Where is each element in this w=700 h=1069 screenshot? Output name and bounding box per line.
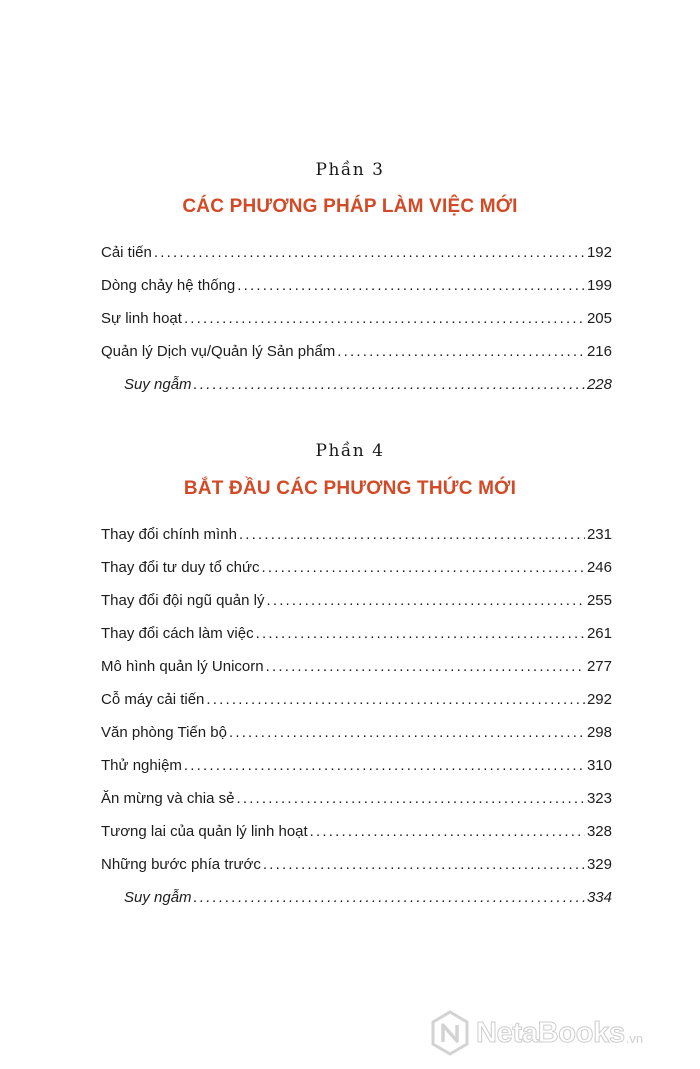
toc-entry-title: Ăn mừng và chia sẻ [101, 790, 235, 807]
netabooks-logo-icon [430, 1010, 470, 1056]
toc-entry[interactable] [101, 342, 612, 375]
toc-entry-page: 192 [586, 244, 612, 261]
toc-entry-page: 255 [586, 592, 612, 609]
toc-entry[interactable] [101, 690, 612, 723]
toc-entry-page: 328 [586, 823, 612, 840]
part-3-label: Phần 3 [315, 160, 385, 180]
toc-entry-title: Những bước phía trước [101, 856, 261, 873]
toc-entry[interactable] [101, 276, 612, 309]
dot-leader [194, 375, 585, 395]
dot-leader [266, 657, 585, 677]
toc-entry-title: Thay đổi đội ngũ quản lý [101, 592, 265, 609]
toc-entry-page: 334 [586, 889, 612, 906]
toc-entry[interactable] [101, 756, 612, 789]
part-4-toc-list [101, 525, 612, 921]
toc-entry[interactable] [101, 855, 612, 888]
netabooks-watermark [430, 1008, 643, 1058]
toc-entry-title: Cải tiến [101, 244, 152, 261]
part-3-title: CÁC PHƯƠNG PHÁP LÀM VIỆC MỚI [182, 196, 518, 217]
toc-entry[interactable] [101, 789, 612, 822]
toc-entry-page: 277 [586, 658, 612, 675]
toc-entry-page: 292 [586, 691, 612, 708]
toc-entry-page: 231 [586, 526, 612, 543]
toc-entry[interactable] [101, 657, 612, 690]
toc-entry-title: Văn phòng Tiến bộ [101, 724, 227, 741]
toc-entry-page: 246 [586, 559, 612, 576]
dot-leader [206, 690, 585, 710]
dot-leader [184, 756, 585, 776]
toc-entry[interactable] [101, 243, 612, 276]
toc-entry[interactable] [101, 591, 612, 624]
dot-leader [263, 855, 585, 875]
dot-leader [310, 822, 585, 842]
dot-leader [239, 525, 585, 545]
toc-entry-page: 205 [586, 310, 612, 327]
toc-entry-title: Sự linh hoạt [101, 310, 182, 327]
toc-entry[interactable] [101, 309, 612, 342]
dot-leader [262, 558, 585, 578]
toc-entry-title: Thay đổi tư duy tổ chức [101, 559, 260, 576]
toc-entry-page: 216 [586, 343, 612, 360]
toc-entry[interactable] [101, 525, 612, 558]
toc-entry-title: Quản lý Dịch vụ/Quản lý Sản phẩm [101, 343, 336, 360]
dot-leader [236, 789, 585, 809]
toc-entry-title: Thay đổi cách làm việc [101, 625, 254, 642]
dot-leader [237, 276, 585, 296]
toc-entry-page: 329 [586, 856, 612, 873]
dot-leader [229, 723, 585, 743]
toc-entry-title: Suy ngẫm [124, 376, 192, 393]
dot-leader [337, 342, 585, 362]
part-3-toc-list [101, 243, 612, 408]
toc-entry-page: 310 [586, 757, 612, 774]
toc-entry[interactable] [101, 558, 612, 591]
dot-leader [154, 243, 585, 263]
toc-entry-title: Dòng chảy hệ thống [101, 277, 236, 294]
toc-entry-page: 298 [586, 724, 612, 741]
watermark-suffix: .vn [625, 1031, 644, 1046]
toc-entry-title: Thay đổi chính mình [101, 526, 237, 543]
toc-entry-page: 323 [586, 790, 612, 807]
watermark-brand: NetaBooks [476, 1016, 625, 1049]
toc-entry-page: 261 [586, 625, 612, 642]
toc-entry[interactable] [101, 822, 612, 855]
part-4-label: Phần 4 [315, 441, 385, 461]
toc-entry-title: Mô hình quản lý Unicorn [101, 658, 264, 675]
dot-leader [194, 888, 585, 908]
toc-entry[interactable] [101, 624, 612, 657]
toc-entry-reflection[interactable] [101, 375, 612, 408]
toc-entry-page: 228 [586, 376, 612, 393]
toc-entry-reflection[interactable] [101, 888, 612, 921]
dot-leader [256, 624, 585, 644]
dot-leader [184, 309, 585, 329]
toc-entry-page: 199 [586, 277, 612, 294]
toc-entry-title: Suy ngẫm [124, 889, 192, 906]
toc-entry-title: Tương lai của quản lý linh hoạt [101, 823, 308, 840]
part-4-title: BẮT ĐẦU CÁC PHƯƠNG THỨC MỚI [183, 478, 517, 499]
toc-entry-title: Cỗ máy cải tiến [101, 691, 205, 708]
dot-leader [266, 591, 585, 611]
toc-entry[interactable] [101, 723, 612, 756]
toc-entry-title: Thử nghiệm [101, 757, 182, 774]
